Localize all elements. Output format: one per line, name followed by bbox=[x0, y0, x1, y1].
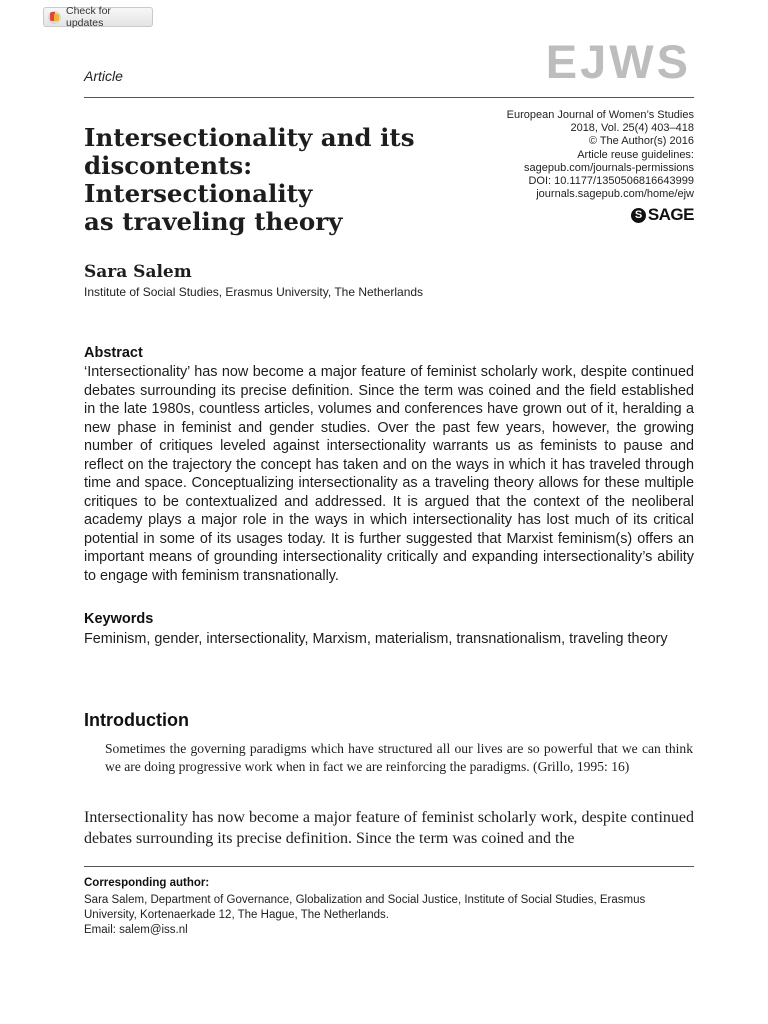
corresponding-author-heading: Corresponding author: bbox=[84, 877, 210, 889]
corresponding-author-email[interactable]: Email: salem@iss.nl bbox=[84, 924, 188, 936]
footnote-divider bbox=[84, 866, 694, 867]
publication-metadata bbox=[434, 109, 694, 201]
corresponding-author-address: Sara Salem, Department of Governance, Globalization and Social Justice, Institute of Social Studies, Erasmus University, Kortenaerkade 12, The Hague, The Netherlands. bbox=[84, 894, 646, 921]
doi-link[interactable]: DOI: 10.1177/1350506816643999 bbox=[528, 175, 694, 188]
sage-icon: S bbox=[631, 208, 646, 223]
author-affiliation: Institute of Social Studies, Erasmus University, The Netherlands bbox=[84, 285, 424, 299]
journal-logo: EJWS bbox=[545, 35, 691, 88]
check-for-updates-label: Check for updates bbox=[66, 5, 111, 29]
corresponding-author-details bbox=[84, 893, 694, 938]
publisher-logo bbox=[631, 205, 694, 225]
article-type-label: Article bbox=[84, 68, 123, 84]
keywords-heading: Keywords bbox=[84, 611, 154, 627]
author-name: Sara Salem bbox=[84, 262, 192, 282]
title-line-3: as traveling theory bbox=[84, 207, 343, 236]
article-title bbox=[84, 124, 484, 236]
copyright-notice: © The Author(s) 2016 bbox=[588, 135, 694, 148]
keywords-text: Feminism, gender, intersectionality, Marxism, materialism, transnationalism, traveling theory bbox=[84, 631, 668, 647]
abstract-text: ‘Intersectionality’ has now become a major feature of feminist scholarly work, despite continued debates surrounding its precise definition. Since the term was coined and the field established in the late 1980s, countless articles, volumes and conferences have grown out of it, heralding a new phase in feminist and gender studies. Over the past few years, however, the growing number of critiques leveled against intersectionality warrants us as feminists to pause and reflect on the trajectory the concept has taken and on the ways in which it has traveled through time and space. Conceptualizing intersectionality as a traveling theory allows for these multiple critiques to be contextualized and addressed. It is argued that the context of the neoliberal academy plays a major role in the ways in which intersectionality has lost much of its critical potential in some of its usages today. It is further suggested that Marxist feminism(s) offers an important means of grounding intersectionality critically and expanding intersectionality’s ability to engage with feminism transnationally. bbox=[84, 364, 694, 584]
check-for-updates-badge[interactable] bbox=[43, 7, 153, 27]
title-line-1: Intersectionality and its bbox=[84, 123, 415, 152]
publisher-name: SAGE bbox=[647, 205, 694, 224]
header-divider bbox=[84, 97, 694, 98]
epigraph-quote: Sometimes the governing paradigms which have structured all our lives are so powerful that we can think we are doing progressive work when in fact we are reinforcing the paradigms. (Grillo, 1995: 16) bbox=[105, 741, 693, 774]
journal-homepage-link[interactable]: journals.sagepub.com/home/ejw bbox=[536, 188, 694, 201]
reuse-guidelines-label: Article reuse guidelines: bbox=[577, 148, 694, 161]
permissions-link[interactable]: sagepub.com/journals-permissions bbox=[524, 161, 694, 174]
introduction-heading: Introduction bbox=[84, 710, 189, 730]
volume-info: 2018, Vol. 25(4) 403–418 bbox=[570, 122, 694, 135]
journal-name: European Journal of Women’s Studies bbox=[506, 109, 694, 121]
title-line-2: discontents: Intersectionality bbox=[84, 151, 313, 208]
abstract-heading: Abstract bbox=[84, 345, 143, 361]
introduction-paragraph: Intersectionality has now become a major feature of feminist scholarly work, despite continued debates surrounding its precise definition. Since the term was coined and the bbox=[84, 809, 694, 847]
crossmark-icon bbox=[48, 11, 61, 24]
